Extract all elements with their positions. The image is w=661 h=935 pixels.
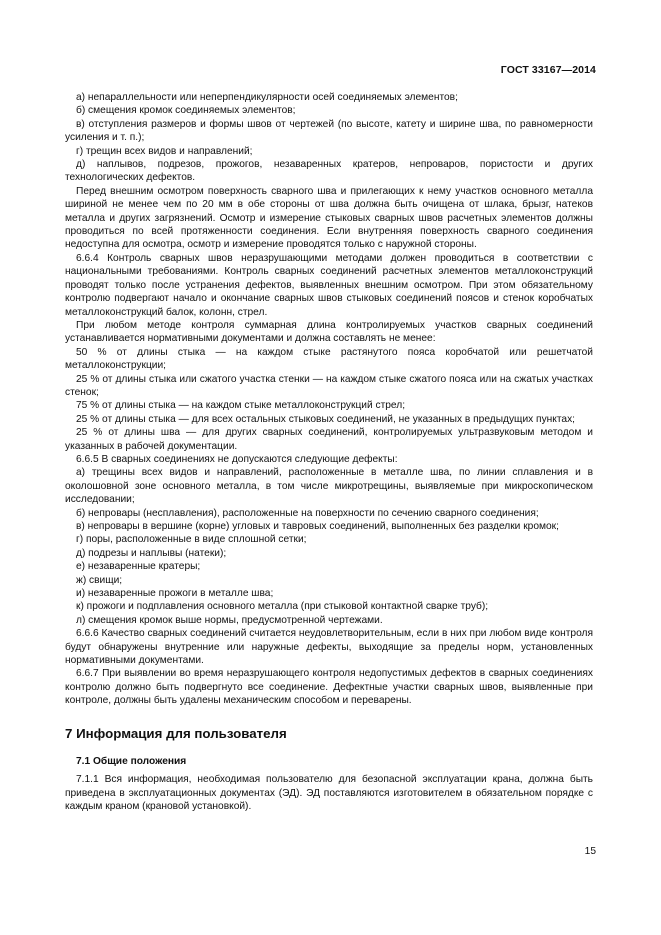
list-item-b: б) смещения кромок соединяемых элементов; <box>76 105 296 117</box>
list-item-d: д) наплывов, подрезов, прожогов, незаваренных кратеров, непроваров, пористости и других технологических дефектов. <box>65 159 593 184</box>
paragraph-6-6-7: 6.6.7 При выявлении во время неразрушающего контроля недопустимых дефектов в сварных соединениях контролю должно быть подвергнуто все соединение. Дефектные участки сварных швов, выявленные при контроле, должны быть удалены механическим способом и переварены. <box>65 668 593 707</box>
requirement-25-percent-ultrasonic: 25 % от длины шва — для других сварных соединений, контролируемых ультразвуковым методом и указанных в рабочей документации. <box>65 427 593 452</box>
defect-item-d: д) подрезы и наплывы (натеки); <box>76 547 227 559</box>
standard-header: ГОСТ 33167—2014 <box>500 64 596 76</box>
paragraph-7-1-1: 7.1.1 Вся информация, необходимая пользователю для безопасной эксплуатации крана, должна быть приведена в эксплуатационных документах (ЭД). ЭД поставляются изготовителем в обязательном порядке с каждым краном (крановой установкой). <box>65 774 593 812</box>
page-content <box>65 91 593 813</box>
paragraph-6-6-6: 6.6.6 Качество сварных соединений считается неудовлетворительным, если в них при любом виде контроля будут обнаружены внутренние или наружные дефекты, выходящие за пределы норм, установленных нормативными документами. <box>65 628 593 667</box>
defect-item-g: г) поры, расположенные в виде сплошной сетки; <box>76 534 307 546</box>
defect-item-zh: ж) свищи; <box>76 574 123 586</box>
defect-item-l: л) смещения кромок выше нормы, предусмотренной чертежами. <box>76 614 383 626</box>
list-item-g: г) трещин всех видов и направлений; <box>76 145 253 157</box>
requirement-75-percent: 75 % от длины стыка — на каждом стыке металлоконструкций стрел; <box>76 400 406 412</box>
defect-item-v: в) непровары в вершине (корне) угловых и тавровых соединений, выполненных без разделки кромок; <box>76 521 559 532</box>
page-number: 15 <box>584 846 596 857</box>
paragraph-control-length: При любом методе контроля суммарная длина контролируемых участков сварных соединений устанавливается нормативными документами и должна составлять не менее: <box>65 319 593 345</box>
paragraph-surface-cleaning: Перед внешним осмотром поверхность сварного шва и прилегающих к нему участков основного металла шириной не менее чем по 20 мм в обе стороны от шва должна быть очищена от шлака, брызг, натеков металла и других загрязнений. Осмотр и измерение стыковых сварных швов расчетных элементов должны проводиться по всей протяженности соединения. Если внутренняя поверхность сварного соединения недоступна для осмотра, осмотр и измерение проводятся только с наружной стороны. <box>65 185 593 251</box>
requirement-50-percent: 50 % от длины стыка — на каждом стыке растянутого пояса коробчатой или решетчатой металлоконструкции; <box>65 346 593 372</box>
list-item-v: в) отступления размеров и формы швов от чертежей (по высоте, катету и ширине шва, по равномерности усиления и т. п.); <box>65 118 593 144</box>
defect-item-k: к) прожоги и подплавления основного металла (при стыковой контактной сварке труб); <box>76 601 489 613</box>
defect-item-a: а) трещины всех видов и направлений, расположенные в металле шва, по линии сплавления и в околошовной зоне основного металла, в том числе микротрещины, выявляемые при микроскопическом исследовании; <box>65 467 593 506</box>
requirement-25-percent-wall: 25 % от длины стыка или сжатого участка стенки — на каждом стыке сжатого пояса или на сжатых участках стенок; <box>65 373 593 398</box>
defect-item-i: и) незаваренные прожоги в металле шва; <box>76 588 274 600</box>
section-title: 7 Информация для пользователя <box>65 725 287 741</box>
defect-item-b: б) непровары (несплавления), расположенные на поверхности по сечению сварного соединения; <box>76 507 539 519</box>
paragraph-6-6-5: 6.6.5 В сварных соединениях не допускаются следующие дефекты: <box>76 453 398 465</box>
paragraph-6-6-4: 6.6.4 Контроль сварных швов неразрушающими методами должен проводиться в соответствии с национальными требованиями. Контроль сварных соединений расчетных элементов металлоконструкций проводят только после устранения дефектов, выявленных внешним осмотром. При этом обязательному контролю подвергают начало и окончание сварных швов стыковых соединений поясов и стенок коробчатых металлоконструкций балок, колонн, стрел. <box>65 252 593 318</box>
subsection-title: 7.1 Общие положения <box>76 755 187 767</box>
list-item-a: а) непараллельности или неперпендикулярности осей соединяемых элементов; <box>76 92 458 103</box>
defect-item-e: е) незаваренные кратеры; <box>76 561 201 573</box>
requirement-25-percent-other: 25 % от длины стыка — для всех остальных стыковых соединений, не указанных в предыдущих пунктах; <box>76 413 576 425</box>
